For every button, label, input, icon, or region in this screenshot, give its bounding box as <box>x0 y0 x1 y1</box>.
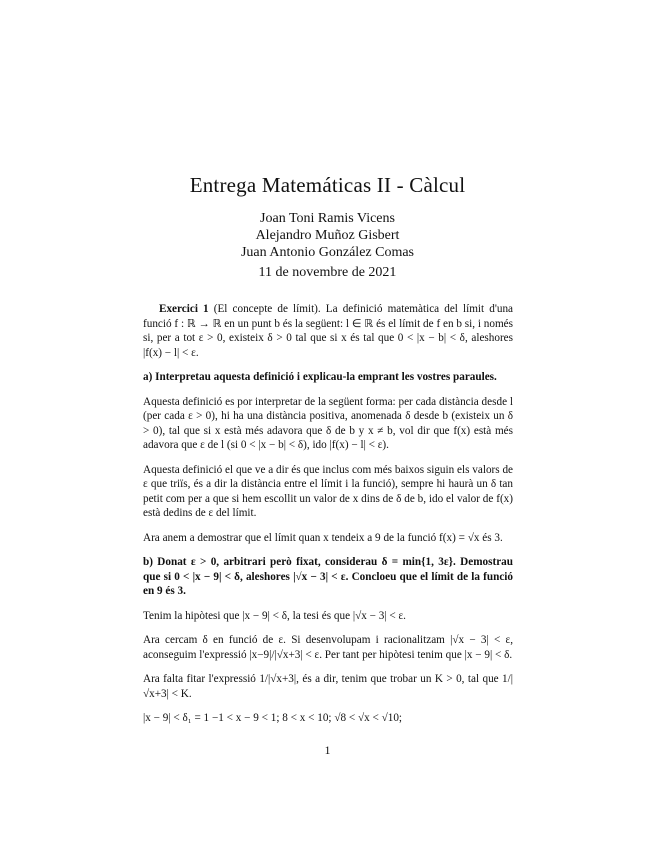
author-name: Juan Antonio González Comas <box>240 245 415 260</box>
document-date: 11 de novembre de 2021 <box>258 265 397 280</box>
page-title: Entrega Matemáticas II - Càlcul <box>189 173 466 197</box>
author-list <box>0 210 655 261</box>
section-a-paragraph: Ara anem a demostrar que el límit quan x tendeix a 9 de la funció f(x) = √x és 3. <box>143 531 503 544</box>
section-a-paragraph: Aquesta definició es por interpretar de la següent forma: per cada distància desde l (per cada ε > 0), hi ha una distància positiva, anomenada δ desde b (existeix un δ > 0), tal que si x està més adavora que δ de b y x ≠ b, vol dir que f(x) està més adavora que ε de l (si 0 < |x − b| < δ), ido |f(x) − l| < ε). <box>143 395 513 451</box>
page-number: 1 <box>324 743 331 757</box>
section-a-paragraph: Aquesta definició el que ve a dir és que inclus com més baixos siguin els valors de ε que triïs, és a dir la distància entre el límit i la funció), sempre hi haurà un δ tan petit com per a que si hem escollit un valor de x dins de δ de b, ido el valor de f(x) està dedins de ε del límit. <box>143 463 513 519</box>
section-b-heading: b) Donat ε > 0, arbitrari però fixat, considerau δ = min{1, 3ε}. Demostrau que si 0 < |x − 9| < δ, aleshores |√x − 3| < ε. Concloeu que el límit de la funció en 9 és 3. <box>143 556 513 597</box>
section-b-paragraph: Ara falta fitar l'expressió 1/|√x+3|, és a dir, tenim que trobar un K > 0, tal que 1/|√x+3| < K. <box>143 673 513 700</box>
exercise-intro: (El concepte de límit). La definició matemàtica del límit d'una funció f : ℝ → ℝ en un punt b és la següent: l ∈ ℝ és el límit de f en b si, i només si, per a tot ε > 0, existeix δ > 0 tal que si x és tal que 0 < |x − b| < δ, aleshores |f(x) − l| < ε. <box>143 303 514 359</box>
section-a-heading: a) Interpretau aquesta definició i explicau-la emprant les vostres paraules. <box>143 371 497 383</box>
author-name: Alejandro Muñoz Gisbert <box>255 228 400 243</box>
exercise-label: Exercici 1 <box>159 303 209 315</box>
section-b-paragraph: Tenim la hipòtesi que |x − 9| < δ, la tesi és que |√x − 3| < ε. <box>143 609 406 622</box>
section-b-paragraph: |x − 9| < δ₁ = 1 −1 < x − 9 < 1; 8 < x < 10; √8 < √x < √10; <box>143 712 403 724</box>
section-b-paragraph: Ara cercam δ en funció de ε. Si desenvolupam i racionalitzam |√x − 3| < ε, aconseguim l'expressió |x−9|/|√x+3| < ε. Per tant per hipòtesi tenim que |x − 9| < δ. <box>143 634 513 661</box>
exercise-statement <box>143 302 513 360</box>
author-name: Joan Toni Ramis Vicens <box>260 211 395 226</box>
document-body <box>143 302 513 736</box>
